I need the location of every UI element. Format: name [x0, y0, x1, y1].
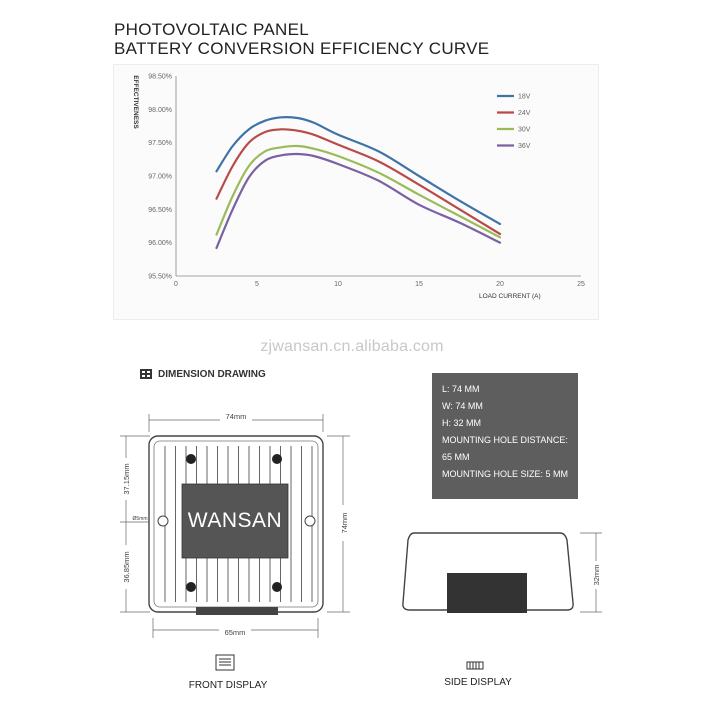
dim-lower-left-label: 36.85mm: [122, 551, 131, 583]
spec-hole-distance-value: 65 MM: [442, 452, 470, 462]
y-tick-label: 97.50%: [148, 140, 172, 148]
dim-height-right-label: 74mm: [340, 512, 349, 534]
spec-height: H: 32 MM: [442, 418, 482, 428]
dim-height-right: [327, 436, 350, 612]
dim-width-top-label: 74mm: [225, 412, 247, 421]
hole-size-label: Ø5mm: [132, 516, 148, 522]
spec-hole-distance-label: MOUNTING HOLE DISTANCE:: [442, 435, 568, 445]
watermark-text: zjwansan.cn.alibaba.com: [260, 338, 444, 355]
side-view: [403, 533, 602, 613]
x-tick-label: 10: [334, 281, 342, 288]
chart-title-line-2: BATTERY CONVERSION EFFICIENCY CURVE: [114, 39, 490, 58]
y-tick-label: 98.50%: [148, 73, 172, 81]
y-tick-label: 97.00%: [148, 173, 172, 181]
x-tick-label: 5: [255, 281, 259, 288]
chart-title-line-1: PHOTOVOLTAIC PANEL: [114, 20, 309, 39]
side-display-icon: [467, 662, 483, 669]
y-tick-label: 95.50%: [148, 273, 172, 281]
dim-width-bottom-label: 65mm: [224, 628, 246, 637]
legend-label-18V: 18V: [518, 93, 531, 101]
y-tick-label: 96.50%: [148, 206, 172, 214]
spec-length: L: 74 MM: [442, 384, 480, 394]
y-tick-label: 96.00%: [148, 240, 172, 248]
spec-box: [432, 373, 578, 499]
dim-width-top: [149, 412, 323, 432]
y-tick-label: 98.00%: [148, 106, 172, 114]
front-display-label: FRONT DISPLAY: [188, 680, 268, 691]
brand-label: WANSAN: [187, 509, 283, 532]
front-display-icon: [216, 655, 234, 670]
dimension-drawing-label: DIMENSION DRAWING: [158, 368, 266, 380]
legend-label-36V: 36V: [518, 143, 531, 150]
dim-width-bottom: [153, 618, 318, 638]
x-tick-label: 0: [174, 281, 178, 288]
dim-side-height-label: 32mm: [592, 564, 601, 586]
side-display-label: SIDE DISPLAY: [444, 677, 512, 688]
x-axis-label: LOAD CURRENT (A): [479, 293, 541, 300]
spec-hole-size: MOUNTING HOLE SIZE: 5 MM: [442, 469, 569, 479]
legend-label-24V: 24V: [518, 110, 531, 117]
x-tick-label: 15: [415, 281, 423, 288]
dim-upper-left-label: 37.15mm: [122, 463, 131, 495]
mounting-hole-left: [158, 516, 168, 526]
x-tick-label: 25: [577, 281, 585, 288]
dim-left: [120, 436, 150, 612]
y-axis-label: EFFECTIVENESS: [132, 75, 139, 129]
mounting-hole-right: [305, 516, 315, 526]
legend-label-30V: 30V: [518, 126, 531, 134]
x-tick-label: 20: [496, 281, 504, 288]
spec-width: W: 74 MM: [442, 401, 483, 411]
